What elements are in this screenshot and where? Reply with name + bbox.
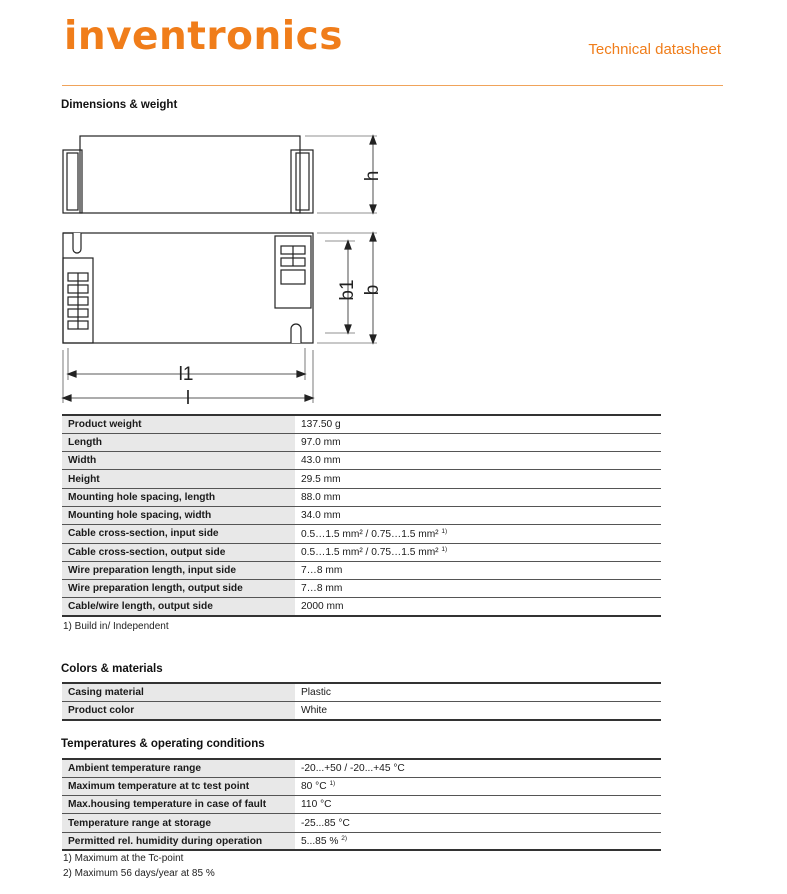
row-value-cell <box>295 777 661 795</box>
row-value-cell <box>295 580 661 598</box>
section-title-dimensions: Dimensions & weight <box>61 99 178 111</box>
side-view-body <box>80 136 300 213</box>
footnote-marker: 2) <box>341 835 348 843</box>
table-row <box>62 470 661 488</box>
side-view-left-clip <box>63 150 82 213</box>
row-label: Cable/wire length, output side <box>62 598 295 616</box>
row-value: 97.0 mm <box>301 436 341 448</box>
row-value-cell <box>295 598 661 616</box>
row-value: 137.50 g <box>301 418 341 430</box>
table-row <box>62 777 661 795</box>
side-view-right-clip <box>291 150 313 213</box>
row-value-cell <box>295 470 661 488</box>
table-row <box>62 433 661 451</box>
dim-label-l1: l1 <box>178 364 194 385</box>
row-label: Wire preparation length, output side <box>62 580 295 598</box>
row-label: Length <box>62 433 295 451</box>
dim-label-l: l <box>185 388 191 408</box>
table-row <box>62 415 661 433</box>
row-label: Width <box>62 452 295 470</box>
row-label: Max.housing temperature in case of fault <box>62 796 295 814</box>
header-divider <box>62 85 723 86</box>
row-value-cell <box>295 488 661 506</box>
row-value: 29.5 mm <box>301 473 341 485</box>
row-label: Mounting hole spacing, width <box>62 506 295 524</box>
row-value-cell <box>295 543 661 561</box>
row-label: Wire preparation length, input side <box>62 561 295 579</box>
row-value: 0.5…1.5 mm² / 0.75…1.5 mm² <box>301 528 439 540</box>
table-row <box>62 543 661 561</box>
dimensions-table <box>62 414 661 617</box>
table-row <box>62 452 661 470</box>
table-row <box>62 506 661 524</box>
footnote-marker: 1) <box>329 780 336 788</box>
table-row <box>62 561 661 579</box>
logo: inventronics <box>64 14 343 59</box>
row-value: 2000 mm <box>301 601 344 613</box>
row-label: Product weight <box>62 415 295 433</box>
table-row <box>62 759 661 777</box>
dimension-drawing <box>55 128 385 408</box>
row-value-cell <box>295 814 661 832</box>
row-value: 0.5…1.5 mm² / 0.75…1.5 mm² <box>301 547 439 559</box>
row-value: 43.0 mm <box>301 455 341 467</box>
document-type: Technical datasheet <box>588 41 721 58</box>
dim-label-b: b <box>362 284 383 296</box>
colors-table <box>62 682 661 721</box>
row-value-cell <box>295 701 661 719</box>
dimensions-footnote: 1) Build in/ Independent <box>63 621 169 632</box>
row-label: Height <box>62 470 295 488</box>
section-title-temperatures: Temperatures & operating conditions <box>61 738 265 750</box>
row-value-cell <box>295 796 661 814</box>
row-label: Cable cross-section, output side <box>62 543 295 561</box>
table-row <box>62 796 661 814</box>
row-value: -20...+50 / -20...+45 °C <box>301 762 405 774</box>
row-label: Mounting hole spacing, length <box>62 488 295 506</box>
row-label: Cable cross-section, input side <box>62 525 295 543</box>
dim-label-h: h <box>362 170 383 182</box>
row-value: -25...85 °C <box>301 817 350 829</box>
row-value: 110 °C <box>301 799 332 811</box>
temperatures-footnote-1: 1) Maximum at the Tc-point <box>63 853 184 864</box>
row-value: 7…8 mm <box>301 565 343 577</box>
row-value-cell <box>295 759 661 777</box>
footnote-marker: 1) <box>441 527 448 535</box>
row-value-cell <box>295 525 661 543</box>
row-value: 80 °C <box>301 781 327 793</box>
row-value-cell <box>295 561 661 579</box>
temperatures-footnote-2: 2) Maximum 56 days/year at 85 % <box>63 868 215 879</box>
table-row <box>62 488 661 506</box>
dim-label-b1: b1 <box>337 279 358 301</box>
row-value-cell <box>295 433 661 451</box>
row-label: Maximum temperature at tc test point <box>62 777 295 795</box>
row-value-cell <box>295 452 661 470</box>
table-row <box>62 683 661 701</box>
table-row <box>62 814 661 832</box>
temperatures-table <box>62 758 661 851</box>
row-value: 88.0 mm <box>301 491 341 503</box>
row-label: Casing material <box>62 683 295 701</box>
table-row <box>62 525 661 543</box>
row-label: Product color <box>62 701 295 719</box>
row-value-cell <box>295 415 661 433</box>
row-value: 5...85 % <box>301 836 339 848</box>
row-value: 7…8 mm <box>301 583 343 595</box>
table-row <box>62 832 661 850</box>
row-value-cell <box>295 683 661 701</box>
footnote-marker: 1) <box>441 546 448 554</box>
table-row <box>62 701 661 719</box>
row-label: Permitted rel. humidity during operation <box>62 832 295 850</box>
row-label: Temperature range at storage <box>62 814 295 832</box>
row-value: Plastic <box>301 686 332 698</box>
table-row <box>62 580 661 598</box>
row-value: White <box>301 704 328 716</box>
row-value: 34.0 mm <box>301 510 341 522</box>
row-label: Ambient temperature range <box>62 759 295 777</box>
row-value-cell <box>295 506 661 524</box>
section-title-colors: Colors & materials <box>61 663 163 675</box>
row-value-cell <box>295 832 661 850</box>
table-row <box>62 598 661 616</box>
